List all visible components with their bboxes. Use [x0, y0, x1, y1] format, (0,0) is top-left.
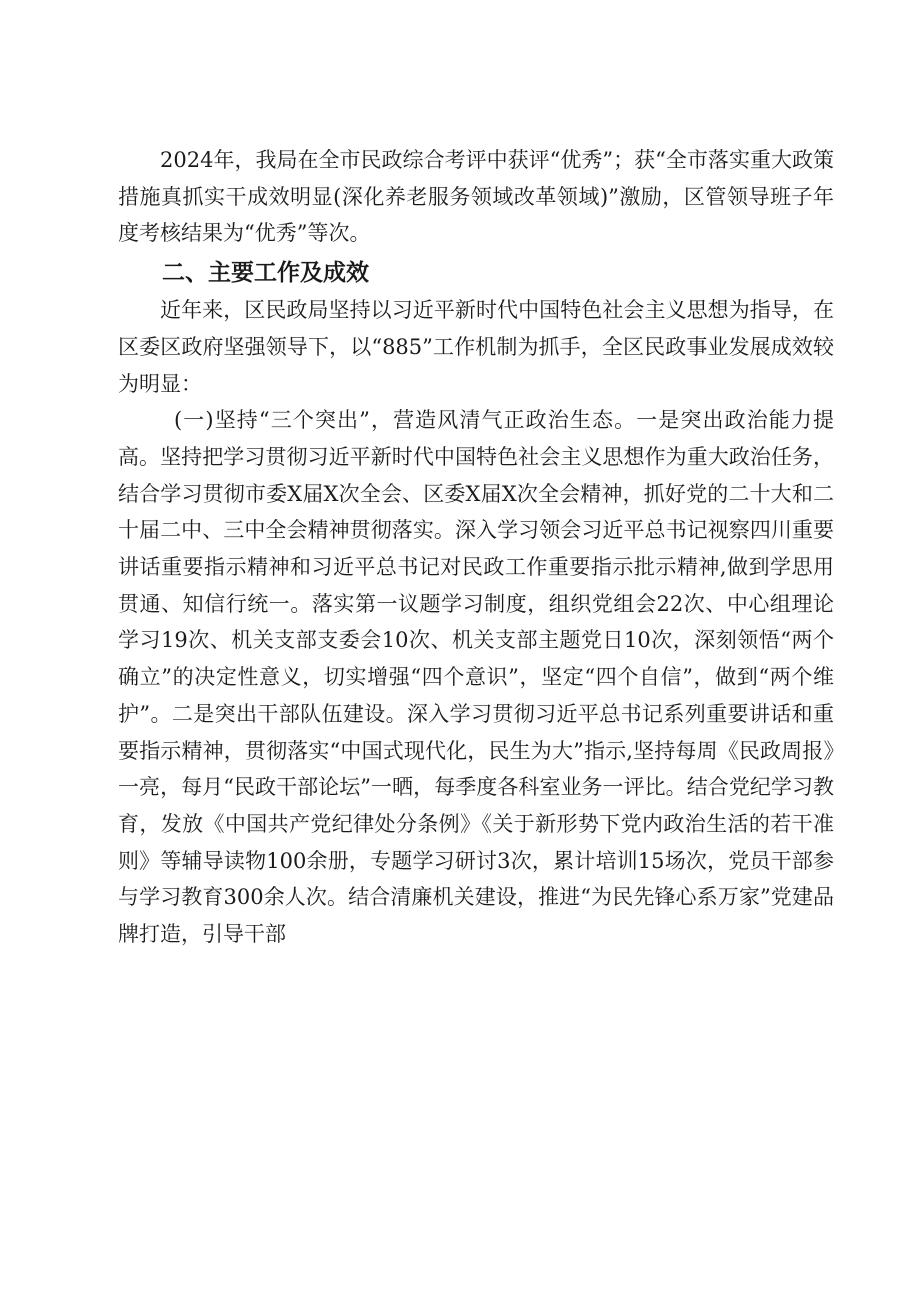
paragraph-evaluation-result: 2024年，我局在全市民政综合考评中获评“优秀”；获“全市落实重大政策措施真抓实干成效明显(深化养老服务领域改革领域)”激励，区管领导班子年度考核结果为“优秀”等次。: [118, 148, 834, 246]
section-heading-main-work: 二、主要工作及成效: [162, 260, 369, 287]
paragraph-intro: 近年来，区民政局坚持以习近平新时代中国特色社会主义思想为指导，在区委区政府坚强领导下，以“885”工作机制为抓手，全区民政事业发展成效较为明显：: [118, 298, 834, 396]
paragraph-three-highlights: (一)坚持“三个突出”，营造风清气正政治生态。一是突出政治能力提高。坚持把学习贯彻习近平新时代中国特色社会主义思想作为重大政治任务，结合学习贯彻市委X届X次全会、区委X届X次全会精神，抓好党的二十大和二十届二中、三中全会精神贯彻落实。深入学习领会习近平总书记视察四川重要讲话重要指示精神和习近平总书记对民政工作重要指示批示精神,做到学思用贯通、知信行统一。落实第一议题学习制度，组织党组会22次、中心组理论学习19次、机关支部支委会10次、机关支部主题党日10次，深刻领悟“两个确立”的决定性意义，切实增强“四个意识”，坚定“四个自信”，做到“两个维护”。二是突出干部队伍建设。深入学习贯彻习近平总书记系列重要讲话和重要指示精神，贯彻落实“中国式现代化，民生为大”指示,坚持每周《民政周报》一亮，每月“民政干部论坛”一晒，每季度各科室业务一评比。结合党纪学习教育，发放《中国共产党纪律处分条例》《关于新形势下党内政治生活的若干准则》等辅导读物100余册，专题学习研讨3次，累计培训15场次，党员干部参与学习教育300余人次。结合清廉机关建设，推进“为民先锋心系万家”党建品牌打造，引导干部: [118, 408, 834, 947]
document-body: [118, 142, 834, 953]
